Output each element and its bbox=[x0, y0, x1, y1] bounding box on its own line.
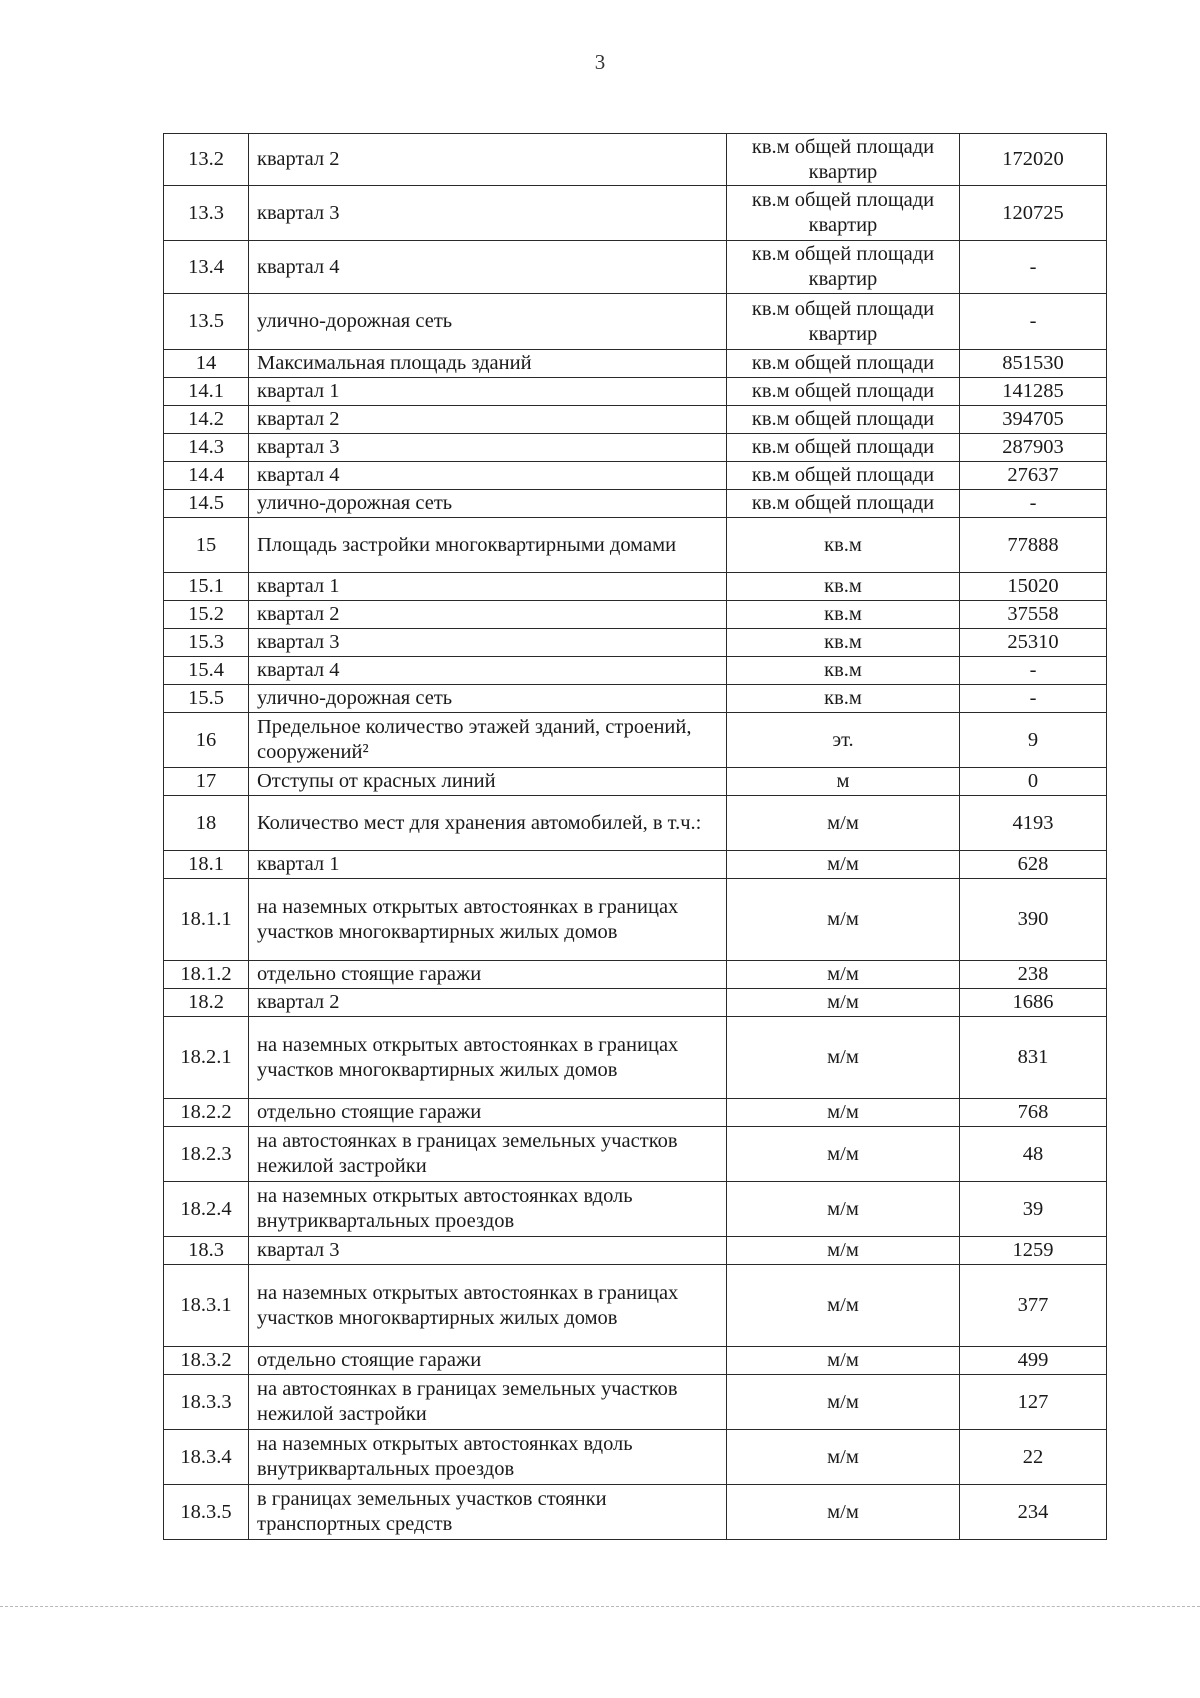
row-name-cell: на наземных открытых автостоянках вдоль внутриквартальных проездов bbox=[249, 1182, 727, 1237]
row-unit-cell: кв.м общей площади квартир bbox=[727, 186, 960, 241]
row-value-cell: 22 bbox=[960, 1430, 1107, 1485]
row-name-cell: Количество мест для хранения автомобилей, в т.ч.: bbox=[249, 796, 727, 851]
table-row bbox=[164, 1430, 1107, 1485]
row-number-cell: 13.2 bbox=[164, 134, 249, 186]
row-name-cell: на наземных открытых автостоянках вдоль внутриквартальных проездов bbox=[249, 1430, 727, 1485]
row-value-cell: 172020 bbox=[960, 134, 1107, 186]
row-value-cell: 499 bbox=[960, 1347, 1107, 1375]
row-name-cell: отдельно стоящие гаражи bbox=[249, 1347, 727, 1375]
row-value-cell: 1686 bbox=[960, 989, 1107, 1017]
row-name-cell: в границах земельных участков стоянки транспортных средств bbox=[249, 1485, 727, 1540]
table-row bbox=[164, 434, 1107, 462]
table-row bbox=[164, 573, 1107, 601]
row-name-cell: квартал 3 bbox=[249, 629, 727, 657]
row-name-cell: Площадь застройки многоквартирными домами bbox=[249, 518, 727, 573]
row-unit-cell: м/м bbox=[727, 1265, 960, 1347]
table-row bbox=[164, 601, 1107, 629]
row-unit-cell: кв.м общей площади квартир bbox=[727, 241, 960, 294]
row-name-cell: квартал 2 bbox=[249, 406, 727, 434]
table-row bbox=[164, 378, 1107, 406]
table-row bbox=[164, 186, 1107, 241]
row-number-cell: 18.3.5 bbox=[164, 1485, 249, 1540]
row-value-cell: 851530 bbox=[960, 350, 1107, 378]
row-number-cell: 15.4 bbox=[164, 657, 249, 685]
row-name-cell: квартал 4 bbox=[249, 241, 727, 294]
row-name-cell: отдельно стоящие гаражи bbox=[249, 1099, 727, 1127]
row-unit-cell: м/м bbox=[727, 1375, 960, 1430]
row-number-cell: 18.2.4 bbox=[164, 1182, 249, 1237]
table-row bbox=[164, 1347, 1107, 1375]
row-name-cell: на наземных открытых автостоянках в границах участков многоквартирных жилых домов bbox=[249, 1265, 727, 1347]
row-name-cell: Максимальная площадь зданий bbox=[249, 350, 727, 378]
row-number-cell: 18 bbox=[164, 796, 249, 851]
row-value-cell: 27637 bbox=[960, 462, 1107, 490]
page-number: 3 bbox=[594, 50, 606, 74]
row-number-cell: 14.1 bbox=[164, 378, 249, 406]
table-row bbox=[164, 989, 1107, 1017]
row-unit-cell: кв.м bbox=[727, 657, 960, 685]
row-unit-cell: м/м bbox=[727, 961, 960, 989]
table-row bbox=[164, 685, 1107, 713]
row-name-cell: квартал 3 bbox=[249, 186, 727, 241]
row-number-cell: 14.2 bbox=[164, 406, 249, 434]
row-name-cell: улично-дорожная сеть bbox=[249, 685, 727, 713]
row-number-cell: 13.5 bbox=[164, 294, 249, 350]
row-value-cell: 141285 bbox=[960, 378, 1107, 406]
table-row bbox=[164, 294, 1107, 350]
row-value-cell: 234 bbox=[960, 1485, 1107, 1540]
row-unit-cell: м/м bbox=[727, 1182, 960, 1237]
row-unit-cell: м/м bbox=[727, 1127, 960, 1182]
table-row bbox=[164, 350, 1107, 378]
table-row bbox=[164, 490, 1107, 518]
row-value-cell: 768 bbox=[960, 1099, 1107, 1127]
row-unit-cell: м/м bbox=[727, 1017, 960, 1099]
scan-artifact-line bbox=[0, 1606, 1200, 1607]
row-value-cell: 287903 bbox=[960, 434, 1107, 462]
row-value-cell: 394705 bbox=[960, 406, 1107, 434]
row-unit-cell: м/м bbox=[727, 989, 960, 1017]
row-number-cell: 16 bbox=[164, 713, 249, 768]
row-unit-cell: кв.м общей площади bbox=[727, 406, 960, 434]
row-name-cell: Предельное количество этажей зданий, строений, сооружений² bbox=[249, 713, 727, 768]
row-number-cell: 18.1 bbox=[164, 851, 249, 879]
row-unit-cell: м/м bbox=[727, 1099, 960, 1127]
table-row bbox=[164, 406, 1107, 434]
row-value-cell: 48 bbox=[960, 1127, 1107, 1182]
row-name-cell: квартал 4 bbox=[249, 462, 727, 490]
row-name-cell: квартал 3 bbox=[249, 434, 727, 462]
row-unit-cell: кв.м общей площади bbox=[727, 490, 960, 518]
table-row bbox=[164, 462, 1107, 490]
row-number-cell: 14.3 bbox=[164, 434, 249, 462]
row-value-cell: - bbox=[960, 685, 1107, 713]
table-row bbox=[164, 796, 1107, 851]
table-row bbox=[164, 1485, 1107, 1540]
row-number-cell: 18.1.2 bbox=[164, 961, 249, 989]
row-number-cell: 15.2 bbox=[164, 601, 249, 629]
row-number-cell: 14.4 bbox=[164, 462, 249, 490]
row-unit-cell: м/м bbox=[727, 796, 960, 851]
table-row bbox=[164, 629, 1107, 657]
row-name-cell: на наземных открытых автостоянках в границах участков многоквартирных жилых домов bbox=[249, 879, 727, 961]
row-unit-cell: кв.м bbox=[727, 685, 960, 713]
row-value-cell: 39 bbox=[960, 1182, 1107, 1237]
row-name-cell: отдельно стоящие гаражи bbox=[249, 961, 727, 989]
row-unit-cell: м/м bbox=[727, 1485, 960, 1540]
row-number-cell: 18.1.1 bbox=[164, 879, 249, 961]
row-name-cell: на автостоянках в границах земельных участков нежилой застройки bbox=[249, 1375, 727, 1430]
row-value-cell: 0 bbox=[960, 768, 1107, 796]
row-unit-cell: кв.м bbox=[727, 518, 960, 573]
table-row bbox=[164, 657, 1107, 685]
table-row bbox=[164, 1099, 1107, 1127]
row-unit-cell: м bbox=[727, 768, 960, 796]
row-value-cell: 127 bbox=[960, 1375, 1107, 1430]
table-row bbox=[164, 134, 1107, 186]
row-name-cell: на наземных открытых автостоянках в границах участков многоквартирных жилых домов bbox=[249, 1017, 727, 1099]
row-unit-cell: кв.м общей площади bbox=[727, 462, 960, 490]
row-name-cell: на автостоянках в границах земельных участков нежилой застройки bbox=[249, 1127, 727, 1182]
row-unit-cell: кв.м bbox=[727, 601, 960, 629]
row-name-cell: квартал 2 bbox=[249, 989, 727, 1017]
row-value-cell: 120725 bbox=[960, 186, 1107, 241]
row-name-cell: квартал 1 bbox=[249, 378, 727, 406]
row-unit-cell: кв.м общей площади bbox=[727, 434, 960, 462]
row-unit-cell: кв.м общей площади bbox=[727, 350, 960, 378]
row-number-cell: 14.5 bbox=[164, 490, 249, 518]
row-value-cell: 37558 bbox=[960, 601, 1107, 629]
row-number-cell: 15.1 bbox=[164, 573, 249, 601]
row-value-cell: - bbox=[960, 294, 1107, 350]
row-number-cell: 18.3.2 bbox=[164, 1347, 249, 1375]
row-value-cell: 377 bbox=[960, 1265, 1107, 1347]
row-unit-cell: м/м bbox=[727, 1347, 960, 1375]
table-row bbox=[164, 1237, 1107, 1265]
table-row bbox=[164, 1182, 1107, 1237]
row-unit-cell: м/м bbox=[727, 851, 960, 879]
row-value-cell: 15020 bbox=[960, 573, 1107, 601]
row-value-cell: 1259 bbox=[960, 1237, 1107, 1265]
row-number-cell: 18.2.1 bbox=[164, 1017, 249, 1099]
row-name-cell: квартал 1 bbox=[249, 851, 727, 879]
row-number-cell: 17 bbox=[164, 768, 249, 796]
row-value-cell: 831 bbox=[960, 1017, 1107, 1099]
row-name-cell: квартал 1 bbox=[249, 573, 727, 601]
row-unit-cell: кв.м общей площади bbox=[727, 378, 960, 406]
table-row bbox=[164, 961, 1107, 989]
table-row bbox=[164, 518, 1107, 573]
row-unit-cell: кв.м общей площади квартир bbox=[727, 294, 960, 350]
row-number-cell: 18.3.1 bbox=[164, 1265, 249, 1347]
table-row bbox=[164, 1127, 1107, 1182]
table-row bbox=[164, 879, 1107, 961]
row-value-cell: 25310 bbox=[960, 629, 1107, 657]
row-value-cell: 390 bbox=[960, 879, 1107, 961]
row-name-cell: квартал 3 bbox=[249, 1237, 727, 1265]
row-name-cell: улично-дорожная сеть bbox=[249, 294, 727, 350]
row-unit-cell: кв.м общей площади квартир bbox=[727, 134, 960, 186]
row-name-cell: улично-дорожная сеть bbox=[249, 490, 727, 518]
row-value-cell: 77888 bbox=[960, 518, 1107, 573]
row-number-cell: 18.3.4 bbox=[164, 1430, 249, 1485]
row-number-cell: 18.2.3 bbox=[164, 1127, 249, 1182]
table-row bbox=[164, 768, 1107, 796]
row-value-cell: - bbox=[960, 490, 1107, 518]
row-number-cell: 15.5 bbox=[164, 685, 249, 713]
row-value-cell: - bbox=[960, 657, 1107, 685]
row-value-cell: 9 bbox=[960, 713, 1107, 768]
row-number-cell: 15.3 bbox=[164, 629, 249, 657]
row-number-cell: 14 bbox=[164, 350, 249, 378]
row-number-cell: 13.4 bbox=[164, 241, 249, 294]
row-value-cell: 238 bbox=[960, 961, 1107, 989]
row-unit-cell: эт. bbox=[727, 713, 960, 768]
row-unit-cell: м/м bbox=[727, 1430, 960, 1485]
row-number-cell: 18.2 bbox=[164, 989, 249, 1017]
row-unit-cell: кв.м bbox=[727, 573, 960, 601]
row-name-cell: квартал 4 bbox=[249, 657, 727, 685]
table-row bbox=[164, 1265, 1107, 1347]
row-name-cell: квартал 2 bbox=[249, 134, 727, 186]
indicators-table-body bbox=[164, 134, 1107, 1540]
row-value-cell: 4193 bbox=[960, 796, 1107, 851]
row-unit-cell: м/м bbox=[727, 1237, 960, 1265]
table-row bbox=[164, 1375, 1107, 1430]
row-number-cell: 13.3 bbox=[164, 186, 249, 241]
table-row bbox=[164, 851, 1107, 879]
row-number-cell: 15 bbox=[164, 518, 249, 573]
row-name-cell: квартал 2 bbox=[249, 601, 727, 629]
row-name-cell: Отступы от красных линий bbox=[249, 768, 727, 796]
row-unit-cell: кв.м bbox=[727, 629, 960, 657]
table-row bbox=[164, 1017, 1107, 1099]
row-value-cell: 628 bbox=[960, 851, 1107, 879]
indicators-table bbox=[163, 133, 1107, 1540]
table-row bbox=[164, 713, 1107, 768]
row-number-cell: 18.3 bbox=[164, 1237, 249, 1265]
table-row bbox=[164, 241, 1107, 294]
row-value-cell: - bbox=[960, 241, 1107, 294]
row-unit-cell: м/м bbox=[727, 879, 960, 961]
row-number-cell: 18.2.2 bbox=[164, 1099, 249, 1127]
row-number-cell: 18.3.3 bbox=[164, 1375, 249, 1430]
